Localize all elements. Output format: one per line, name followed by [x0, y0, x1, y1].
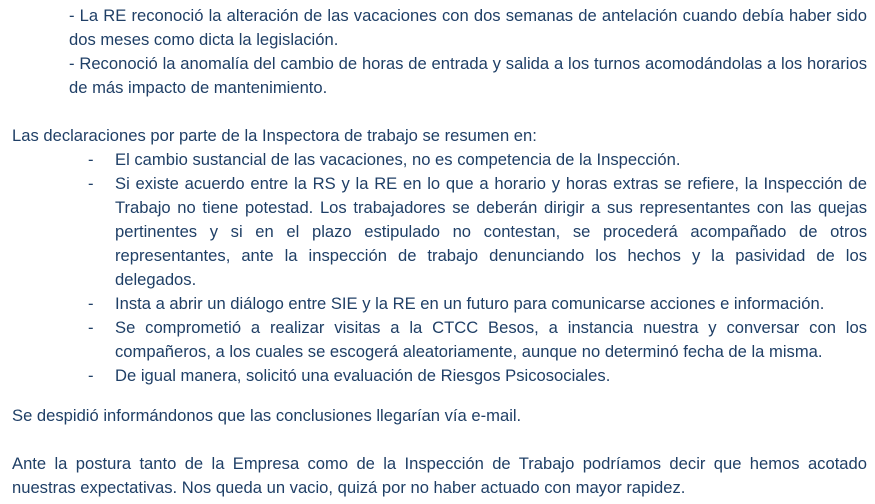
list-item: [12, 292, 867, 316]
declaration-text: El cambio sustancial de las vacaciones, no es competencia de la Inspección.: [115, 150, 681, 169]
declaration-text: Se comprometió a realizar visitas a la CTCC Besos, a instancia nuestra y conversar con los compañeros, a los cuales se escogerá aleatoriamente, aunque no determinó fecha de la misma.: [115, 318, 867, 361]
list-item: [12, 172, 867, 292]
re-vacation-note: - La RE reconoció la alteración de las vacaciones con dos semanas de antelación cuando debía haber sido dos meses como dicta la legislación.: [69, 6, 867, 49]
list-dash: -: [88, 366, 94, 385]
list-item: [12, 364, 867, 388]
declaration-text: Si existe acuerdo entre la RS y la RE en lo que a horario y horas extras se refiere, la Inspección de Trabajo no tiene potestad. Los trabajadores se deberán dirigir a sus representantes con las quejas pertinentes y si en el plazo estipulado no contestan, se procederá acompañado de otros representantes, ante la inspección de trabajo denunciando los hechos y la pasividad de los delegados.: [115, 174, 867, 289]
farewell-paragraph: Se despidió informándonos que las conclusiones llegarían vía e-mail.: [12, 406, 522, 425]
declarations-intro: Las declaraciones por parte de la Inspectora de trabajo se resumen en:: [12, 126, 537, 145]
re-schedule-note: - Reconoció la anomalía del cambio de horas de entrada y salida a los turnos acomodándolas a los horarios de más impacto de mantenimiento.: [69, 54, 867, 97]
list-dash: -: [88, 150, 94, 169]
list-dash: -: [88, 294, 94, 313]
conclusion-paragraph: Ante la postura tanto de la Empresa como de la Inspección de Trabajo podríamos decir que hemos acotado nuestras expectativas. Nos queda un vacio, quizá por no haber actuado con mayor rapidez.: [12, 454, 867, 497]
list-dash: -: [88, 174, 94, 193]
declaration-text: Insta a abrir un diálogo entre SIE y la RE en un futuro para comunicarse acciones e información.: [115, 294, 825, 313]
list-dash: -: [88, 318, 94, 337]
list-item: [12, 148, 867, 172]
declarations-list: [12, 148, 867, 388]
declaration-text: De igual manera, solicitó una evaluación de Riesgos Psicosociales.: [115, 366, 611, 385]
list-item: [12, 316, 867, 364]
